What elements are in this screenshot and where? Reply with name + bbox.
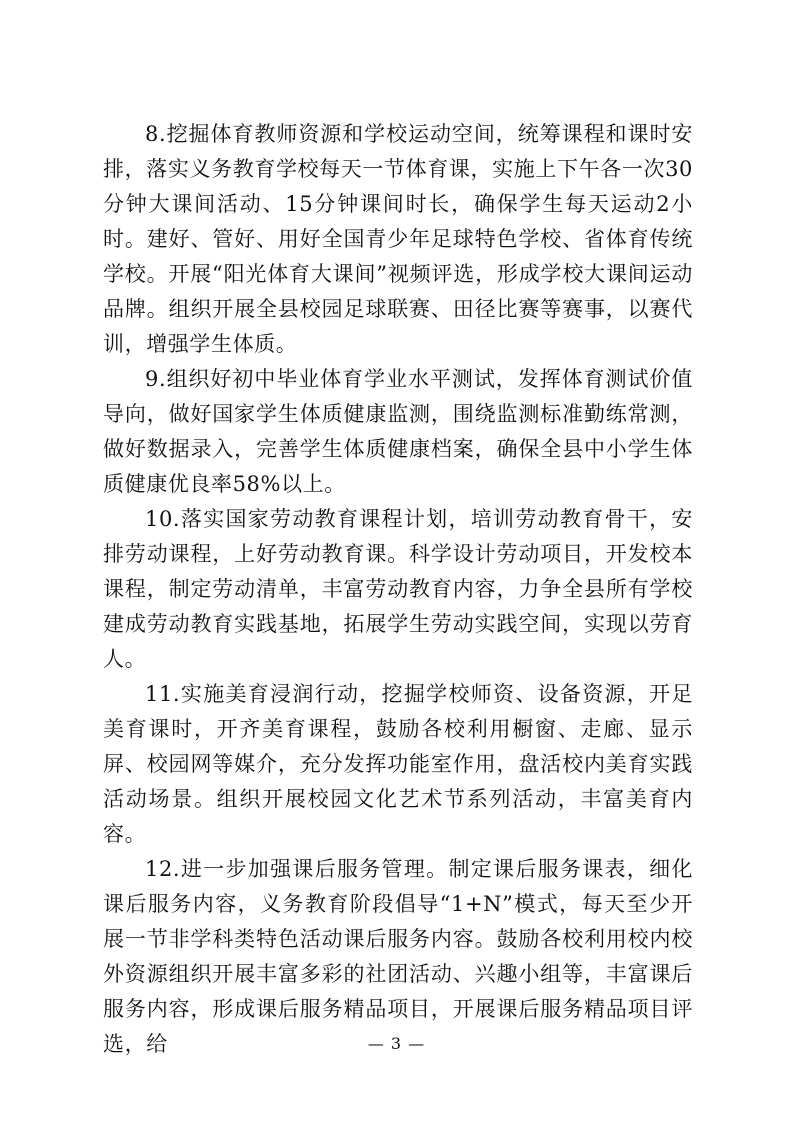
- paragraph-12: 12.进一步加强课后服务管理。制定课后服务课表，细化课后服务内容，义务教育阶段倡导“1+N”模式，每天至少开展一节非学科类特色活动课后服务内容。鼓励各校利用校内校外资源组织开展丰富多彩的社团活动、兴趣小组等，丰富课后服务内容，形成课后服务精品项目，开展课后服务精品项目评选，给: [103, 857, 693, 1056]
- page-number: — 3 —: [367, 1034, 426, 1053]
- document-body: [103, 117, 693, 1062]
- paragraph-8: 8.挖掘体育教师资源和学校运动空间，统筹课程和课时安排，落实义务教育学校每天一节体育课，实施上下午各一次30分钟大课间活动、15分钟课间时长，确保学生每天运动2小时。建好、管好、用好全国青少年足球特色学校、省体育传统学校。开展“阳光体育大课间”视频评选，形成学校大课间运动品牌。组织开展全县校园足球联赛、田径比赛等赛事，以赛代训，增强学生体质。: [103, 122, 693, 356]
- paragraph-10: 10.落实国家劳动教育课程计划，培训劳动教育骨干，安排劳动课程，上好劳动教育课。科学设计劳动项目，开发校本课程，制定劳动清单，丰富劳动教育内容，力争全县所有学校建成劳动教育实践基地，拓展学生劳动实践空间，实现以劳育人。: [103, 507, 693, 671]
- paragraph-9: 9.组织好初中毕业体育学业水平测试，发挥体育测试价值导向，做好国家学生体质健康监测，围绕监测标准勤练常测，做好数据录入，完善学生体质健康档案，确保全县中小学生体质健康优良率58%以上。: [103, 367, 693, 496]
- paragraph-11: 11.实施美育浸润行动，挖掘学校师资、设备资源，开足美育课时，开齐美育课程，鼓励各校利用橱窗、走廊、显示屏、校园网等媒介，充分发挥功能室作用，盘活校内美育实践活动场景。组织开展校园文化艺术节系列活动，丰富美育内容。: [103, 682, 693, 846]
